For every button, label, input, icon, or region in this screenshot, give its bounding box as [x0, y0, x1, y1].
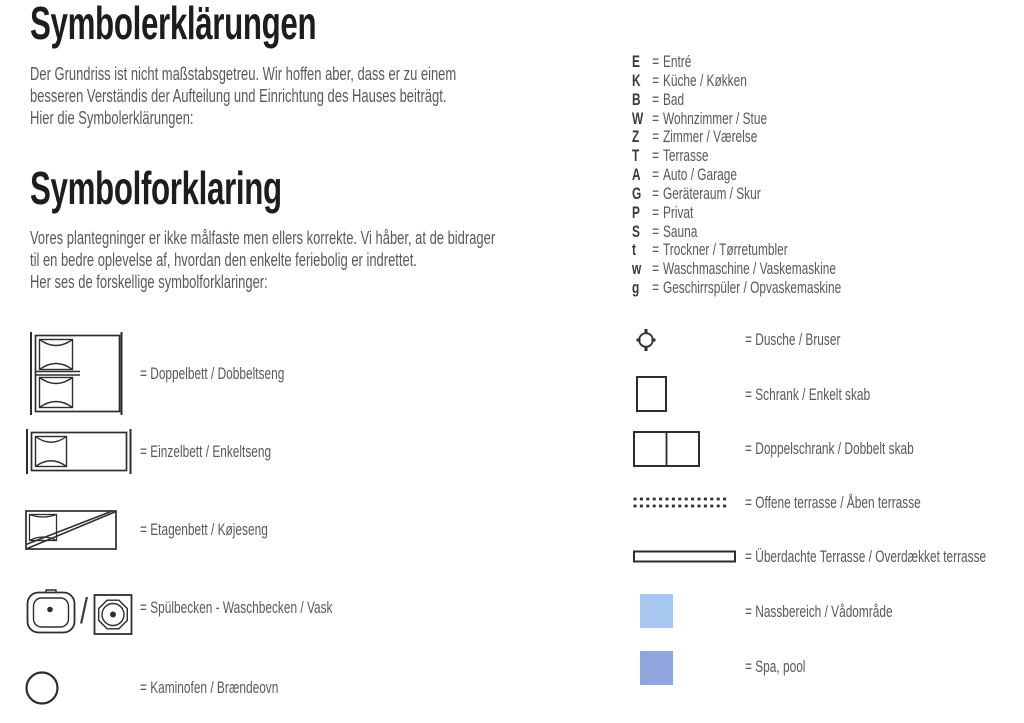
single-bed-label: = Einzelbett / Enkeltseng: [140, 443, 272, 461]
equals-sign: =: [652, 128, 660, 147]
room-letter: K: [632, 71, 641, 90]
room-letter: P: [632, 203, 640, 222]
equals-sign: =: [652, 184, 660, 203]
equals-sign: =: [652, 53, 660, 71]
bunk-bed-label: = Etagenbett / Køjeseng: [140, 521, 268, 539]
room-letter-legend: [632, 53, 923, 298]
room-letter-row: [632, 185, 841, 204]
equals-sign: =: [652, 279, 660, 298]
room-letter: Z: [632, 128, 640, 147]
double-cabinet-icon: [633, 431, 700, 467]
equals-sign: =: [652, 147, 660, 166]
double-cabinet-label: = Doppelschrank / Dobbelt skab: [745, 440, 914, 458]
room-letter: E: [632, 53, 640, 71]
room-letter-row: [632, 204, 841, 223]
room-letter-text: Auto / Garage: [662, 166, 737, 185]
room-letter: B: [632, 90, 641, 109]
room-letter-text: Geräteraum / Skur: [662, 184, 761, 203]
room-letter-text: Trockner / Tørretumbler: [662, 241, 788, 260]
spa-pool-label: = Spa, pool: [745, 658, 806, 676]
room-letter: W: [632, 109, 644, 128]
room-letter-text: Entré: [662, 53, 692, 71]
open-terrace-label: = Offene terrasse / Åben terrasse: [745, 494, 921, 512]
equals-sign: =: [652, 260, 660, 279]
double-bed-label: = Doppelbett / Dobbeltseng: [140, 365, 285, 383]
room-letter-text: Privat: [662, 203, 694, 222]
room-letter: T: [632, 147, 640, 166]
room-letter-row: [632, 223, 841, 242]
sink-label: = Spülbecken - Waschbecken / Vask: [140, 599, 333, 617]
room-letter-row: [632, 110, 841, 129]
room-letter-text: Wohnzimmer / Stue: [662, 109, 768, 128]
room-letter-row: [632, 166, 841, 185]
room-letter: S: [632, 222, 640, 241]
wood-stove-icon: [25, 671, 59, 705]
shower-label: = Dusche / Bruser: [745, 331, 841, 349]
sink-icon: [26, 588, 76, 634]
room-letter-row: [632, 260, 841, 279]
room-letter-row: [632, 241, 841, 260]
wet-area-swatch: [640, 594, 673, 628]
page-title-german: Symbolerklärungen: [30, 0, 317, 49]
single-cabinet-label: = Schrank / Enkelt skab: [745, 386, 871, 404]
covered-terrace-label: = Überdachte Terrasse / Overdækket terrasse: [745, 548, 987, 566]
intro-german-line: Hier die Symbolerklärungen:: [30, 108, 194, 128]
room-letter: t: [632, 241, 636, 260]
equals-sign: =: [652, 109, 660, 128]
shower-icon: [633, 326, 659, 354]
intro-danish-line: Her ses de forskellige symbolforklaringer:: [30, 272, 268, 292]
room-letter-row: [632, 53, 841, 72]
intro-german-line: besseren Verständis der Aufteilung und Einrichtung des Hauses beiträgt.: [30, 86, 447, 106]
room-letter-text: Waschmaschine / Vaskemaskine: [662, 260, 836, 279]
page-title-danish: Symbolforklaring: [30, 162, 282, 214]
open-terrace-icon: [633, 497, 729, 509]
intro-german-line: Der Grundriss ist nicht maßstabsgetreu. Wir hoffen aber, dass er zu einem: [30, 64, 457, 84]
room-letter-row: [632, 128, 841, 147]
equals-sign: =: [652, 71, 660, 90]
room-letter: G: [632, 184, 642, 203]
room-letter-row: [632, 72, 841, 91]
room-letter-text: Bad: [662, 90, 685, 109]
intro-danish-line: Vores plantegninger er ikke målfaste men ellers korrekte. Vi håber, at de bidrager: [30, 228, 496, 248]
intro-text-danish: [30, 227, 495, 293]
room-letter-row: [632, 91, 841, 110]
wood-stove-label: = Kaminofen / Brændeovn: [140, 679, 279, 697]
equals-sign: =: [652, 241, 660, 260]
room-letter-text: Geschirrspüler / Opvaskemaskine: [662, 279, 842, 298]
bunk-bed-icon: [25, 510, 117, 550]
room-letter: w: [632, 260, 642, 279]
intro-text-german: [30, 63, 456, 129]
room-letter-text: Zimmer / Værelse: [662, 128, 758, 147]
double-bed-icon: [29, 332, 123, 415]
room-letter-text: Sauna: [662, 222, 698, 241]
equals-sign: =: [652, 222, 660, 241]
equals-sign: =: [652, 166, 660, 185]
room-letter-row: [632, 279, 841, 298]
intro-danish-line: til en bedre oplevelse af, hvordan den enkelte feriebolig er indrettet.: [30, 250, 417, 270]
covered-terrace-icon: [633, 550, 736, 563]
room-letter: g: [632, 279, 640, 298]
washbasin-icon: [93, 592, 133, 636]
room-letter-row: [632, 147, 841, 166]
room-letter: A: [632, 166, 641, 185]
room-letter-text: Terrasse: [662, 147, 709, 166]
single-cabinet-icon: [636, 376, 667, 412]
slash-separator: /: [80, 590, 89, 631]
equals-sign: =: [652, 90, 660, 109]
wet-area-label: = Nassbereich / Vådområde: [745, 603, 893, 621]
equals-sign: =: [652, 203, 660, 222]
spa-pool-swatch: [640, 651, 673, 685]
single-bed-icon: [25, 429, 133, 474]
room-letter-text: Küche / Køkken: [662, 71, 747, 90]
